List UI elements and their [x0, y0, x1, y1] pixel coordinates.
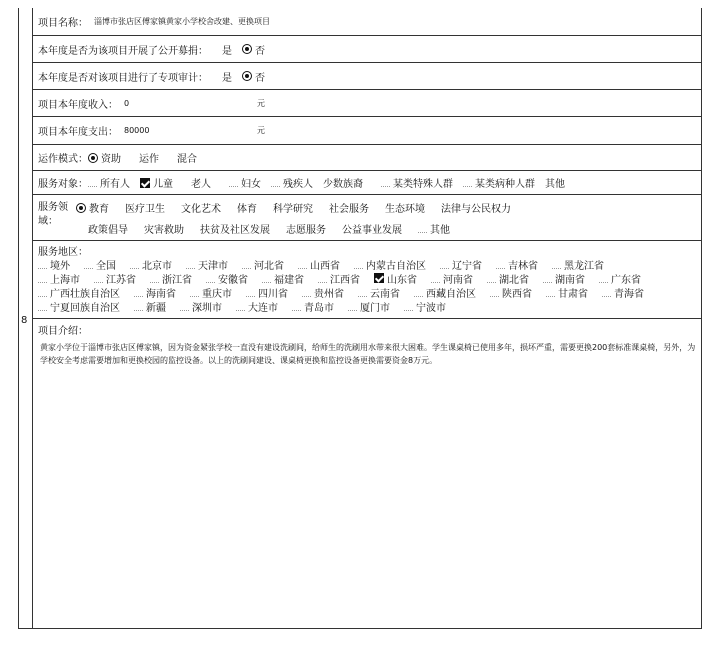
domain-option[interactable] — [88, 221, 128, 236]
domain-option-label: 生态环境 — [385, 204, 425, 215]
area-option-label: 宁波市 — [416, 302, 446, 314]
target-option-label: 儿童 — [153, 179, 173, 190]
target-option[interactable] — [88, 175, 130, 190]
service-domains-row — [33, 195, 701, 241]
unchecked-box-icon — [358, 288, 367, 297]
unchecked-box-icon — [404, 302, 413, 311]
unchecked-box-icon — [440, 260, 449, 269]
unchecked-box-icon — [292, 302, 301, 311]
domain-option-label: 灾害救助 — [144, 225, 184, 236]
area-option[interactable] — [602, 285, 644, 300]
unchecked-box-icon — [190, 288, 199, 297]
area-option[interactable] — [487, 271, 529, 286]
area-option-label: 青岛市 — [304, 302, 334, 314]
area-option[interactable] — [292, 299, 334, 314]
checked-box-icon — [374, 273, 384, 283]
area-option[interactable] — [262, 271, 304, 286]
introduction-section — [33, 319, 701, 370]
checked-box-icon — [140, 178, 150, 188]
target-option-label: 某类病种人群 — [475, 179, 535, 190]
operation-mode-label: 运作模式： — [38, 154, 88, 165]
area-option-label: 吉林省 — [508, 260, 538, 272]
area-option-label: 黑龙江省 — [564, 260, 604, 272]
unchecked-box-icon — [180, 302, 189, 311]
target-option-label: 妇女 — [241, 179, 261, 190]
operation-mode-option-label: 资助 — [101, 154, 121, 165]
domain-option[interactable] — [273, 200, 313, 215]
area-option-label: 山西省 — [310, 260, 340, 272]
operation-mode-option-label: 运作 — [139, 154, 159, 165]
operation-mode-row — [33, 145, 701, 171]
area-option-label: 安徽省 — [218, 274, 248, 286]
unchecked-box-icon — [94, 274, 103, 283]
area-option-label: 深圳市 — [192, 302, 222, 314]
area-option[interactable] — [302, 285, 344, 300]
area-option[interactable] — [84, 257, 116, 272]
income-label: 项目本年度收入： — [38, 99, 118, 111]
unchecked-box-icon — [134, 288, 143, 297]
unchecked-box-icon — [84, 260, 93, 269]
unchecked-box-icon — [271, 178, 280, 187]
unchecked-box-icon — [487, 274, 496, 283]
domain-option[interactable] — [342, 221, 402, 236]
area-option[interactable] — [206, 271, 248, 286]
domain-option[interactable] — [286, 221, 326, 236]
area-option-label: 境外 — [50, 260, 70, 272]
area-option[interactable] — [358, 285, 400, 300]
public-fundraising-row — [33, 36, 701, 63]
area-option-label: 北京市 — [142, 260, 172, 272]
area-option-label: 辽宁省 — [452, 260, 482, 272]
area-option[interactable] — [246, 285, 288, 300]
income-row — [33, 90, 701, 117]
income-value: 0 — [124, 98, 130, 108]
project-name-row — [33, 8, 701, 36]
area-option[interactable] — [404, 299, 446, 314]
domain-option[interactable] — [125, 200, 165, 215]
unchecked-box-icon — [546, 288, 555, 297]
special-audit-yes[interactable] — [222, 69, 232, 84]
area-option-label: 江苏省 — [106, 274, 136, 286]
area-option-label: 甘肃省 — [558, 288, 588, 300]
area-option[interactable] — [348, 299, 390, 314]
area-option-label: 湖南省 — [555, 274, 585, 286]
area-option-label: 重庆市 — [202, 288, 232, 300]
unchecked-box-icon — [543, 274, 552, 283]
unchecked-box-icon — [418, 224, 427, 233]
area-option[interactable] — [374, 271, 417, 286]
introduction-label: 项目介绍： — [38, 326, 88, 337]
domain-option-label: 科学研究 — [273, 204, 313, 215]
unchecked-box-icon — [150, 274, 159, 283]
area-option-label: 西藏自治区 — [426, 288, 476, 300]
service-areas-line-1 — [38, 257, 696, 271]
domain-option-label: 志愿服务 — [286, 225, 326, 236]
area-option[interactable] — [546, 285, 588, 300]
area-option[interactable] — [414, 285, 476, 300]
domain-option-label: 法律与公民权力 — [441, 204, 511, 215]
unchecked-box-icon — [463, 178, 472, 187]
public-fundraising-no[interactable] — [242, 42, 265, 57]
area-option-label: 四川省 — [258, 288, 288, 300]
public-fundraising-yes-label: 是 — [222, 45, 232, 57]
area-option-label: 贵州省 — [314, 288, 344, 300]
income-unit: 元 — [257, 98, 265, 108]
unchecked-box-icon — [414, 288, 423, 297]
service-areas-row — [33, 241, 701, 319]
area-option-label: 山东省 — [387, 274, 417, 286]
form-content — [33, 8, 701, 628]
target-option[interactable] — [271, 175, 313, 190]
unchecked-box-icon — [302, 288, 311, 297]
unchecked-box-icon — [262, 274, 271, 283]
area-option-label: 湖北省 — [499, 274, 529, 286]
domain-option-label: 扶贫及社区发展 — [200, 225, 270, 236]
target-option-label: 某类特殊人群 — [393, 179, 453, 190]
radio-selected-icon — [76, 203, 86, 213]
expense-row — [33, 117, 701, 145]
public-fundraising-yes[interactable] — [222, 42, 232, 57]
unchecked-box-icon — [318, 274, 327, 283]
target-option[interactable] — [191, 175, 211, 190]
unchecked-box-icon — [229, 178, 238, 187]
area-option[interactable] — [180, 299, 222, 314]
unchecked-box-icon — [490, 288, 499, 297]
unchecked-box-icon — [186, 260, 195, 269]
area-option-label: 新疆 — [146, 302, 166, 314]
special-audit-no[interactable] — [242, 69, 265, 84]
area-option[interactable] — [440, 257, 482, 272]
operation-mode-option-operate[interactable] — [139, 150, 159, 165]
domain-option-label: 其他 — [430, 225, 450, 236]
area-option[interactable] — [186, 257, 228, 272]
unchecked-box-icon — [38, 302, 47, 311]
unchecked-box-icon — [602, 288, 611, 297]
area-option-label: 广西壮族自治区 — [50, 288, 120, 300]
area-option[interactable] — [38, 285, 120, 300]
unchecked-box-icon — [130, 260, 139, 269]
service-domains-line-2 — [76, 221, 466, 236]
area-option-label: 江西省 — [330, 274, 360, 286]
unchecked-box-icon — [599, 274, 608, 283]
unchecked-box-icon — [236, 302, 245, 311]
service-domains-label: 服务领域： — [38, 202, 68, 227]
area-option[interactable] — [130, 257, 172, 272]
area-option[interactable] — [298, 257, 340, 272]
area-option-label: 福建省 — [274, 274, 304, 286]
unchecked-box-icon — [552, 260, 561, 269]
operation-mode-option-label: 混合 — [177, 154, 197, 165]
domain-option[interactable] — [237, 200, 257, 215]
area-option-label: 厦门市 — [360, 302, 390, 314]
special-audit-no-label: 否 — [255, 72, 265, 84]
expense-label: 项目本年度支出： — [38, 127, 118, 138]
public-fundraising-label: 本年度是否为该项目开展了公开募捐： — [38, 45, 208, 57]
area-option-label: 浙江省 — [162, 274, 192, 286]
area-option-label: 云南省 — [370, 288, 400, 300]
row-number: 8 — [21, 315, 28, 326]
domain-option[interactable] — [144, 221, 184, 236]
domain-option-label: 教育 — [89, 204, 109, 215]
operation-mode-option-mixed[interactable] — [177, 150, 197, 165]
area-option[interactable] — [496, 257, 538, 272]
domain-option[interactable] — [385, 200, 425, 215]
unchecked-box-icon — [206, 274, 215, 283]
area-option-label: 上海市 — [50, 274, 80, 286]
operation-mode-option-funding[interactable] — [88, 150, 121, 165]
area-option[interactable] — [38, 271, 80, 286]
area-option-label: 海南省 — [146, 288, 176, 300]
area-option[interactable] — [38, 257, 70, 272]
unchecked-box-icon — [88, 178, 97, 187]
project-name-label: 项目名称： — [38, 18, 88, 29]
area-option[interactable] — [236, 299, 278, 314]
unchecked-box-icon — [38, 288, 47, 297]
target-option[interactable] — [545, 175, 565, 190]
domain-option-label: 公益事业发展 — [342, 225, 402, 236]
area-option[interactable] — [242, 257, 284, 272]
unchecked-box-icon — [246, 288, 255, 297]
area-option[interactable] — [134, 285, 176, 300]
unchecked-box-icon — [496, 260, 505, 269]
row-number-column — [19, 8, 33, 628]
area-option[interactable] — [552, 257, 604, 272]
unchecked-box-icon — [298, 260, 307, 269]
area-option[interactable] — [94, 271, 136, 286]
radio-selected-icon — [242, 44, 252, 54]
unchecked-box-icon — [134, 302, 143, 311]
area-option-label: 宁夏回族自治区 — [50, 302, 120, 314]
area-option[interactable] — [190, 285, 232, 300]
project-name-value: 淄博市张店区傅家镇黄家小学校舍改建、更换项目 — [94, 17, 270, 26]
unchecked-box-icon — [242, 260, 251, 269]
unchecked-box-icon — [38, 274, 47, 283]
target-option[interactable] — [463, 175, 535, 190]
area-option-label: 河南省 — [443, 274, 473, 286]
domain-option[interactable] — [76, 200, 109, 215]
domain-option-label: 政策倡导 — [88, 225, 128, 236]
area-option[interactable] — [431, 271, 473, 286]
domain-option[interactable] — [441, 200, 511, 215]
target-option[interactable] — [381, 175, 453, 190]
public-fundraising-no-label: 否 — [255, 45, 265, 57]
area-option-label: 陕西省 — [502, 288, 532, 300]
radio-selected-icon — [242, 71, 252, 81]
area-option[interactable] — [134, 299, 166, 314]
service-areas-label: 服务地区： — [38, 246, 88, 258]
area-option[interactable] — [150, 271, 192, 286]
target-option-label: 所有人 — [100, 179, 130, 190]
domain-option[interactable] — [329, 200, 369, 215]
unchecked-box-icon — [354, 260, 363, 269]
target-option[interactable] — [323, 175, 363, 190]
expense-unit: 元 — [257, 126, 265, 135]
introduction-text: 黄家小学位于淄博市张店区傅家镇，因为资金紧张学校一直没有建设洗刷间，给师生的洗刷用水带来很大困难。学生课桌椅已使用多年，损坏严重，需要更换200套标准课桌椅，另外，为学校安全考虑需要增加和更换校园的监控设备。以上的洗刷间建设、课桌椅更换和监控设备更换需要资金8万元。 — [40, 343, 696, 365]
domain-option-label: 社会服务 — [329, 204, 369, 215]
area-option[interactable] — [318, 271, 360, 286]
area-option[interactable] — [543, 271, 585, 286]
target-option-label: 残疾人 — [283, 179, 313, 190]
special-audit-label: 本年度是否对该项目进行了专项审计： — [38, 72, 208, 84]
unchecked-box-icon — [348, 302, 357, 311]
target-option[interactable] — [229, 175, 261, 190]
target-option-label: 其他 — [545, 179, 565, 190]
project-form — [18, 8, 702, 629]
special-audit-row — [33, 63, 701, 90]
special-audit-yes-label: 是 — [222, 72, 232, 84]
area-option-label: 大连市 — [248, 302, 278, 314]
service-targets-label: 服务对象： — [38, 179, 88, 190]
domain-option-label: 文化艺术 — [181, 204, 221, 215]
unchecked-box-icon — [38, 260, 47, 269]
domain-option-label: 医疗卫生 — [125, 204, 165, 215]
area-option[interactable] — [599, 271, 641, 286]
service-areas-line-2 — [38, 271, 696, 285]
area-option-label: 河北省 — [254, 260, 284, 272]
target-option-label: 少数族裔 — [323, 179, 363, 190]
area-option-label: 天津市 — [198, 260, 228, 272]
target-option-label: 老人 — [191, 179, 211, 190]
area-option-label: 全国 — [96, 260, 116, 272]
domain-option[interactable] — [418, 221, 450, 236]
area-option[interactable] — [490, 285, 532, 300]
radio-selected-icon — [88, 153, 98, 163]
unchecked-box-icon — [381, 178, 390, 187]
service-domains-line-1 — [76, 200, 527, 215]
area-option-label: 青海省 — [614, 288, 644, 300]
domain-option[interactable] — [200, 221, 270, 236]
area-option[interactable] — [38, 299, 120, 314]
target-option[interactable] — [140, 175, 173, 190]
expense-value: 80000 — [124, 126, 150, 135]
service-areas-label-line — [38, 243, 696, 257]
service-targets-row — [33, 171, 701, 195]
area-option-label: 内蒙古自治区 — [366, 260, 426, 272]
service-areas-line-4 — [38, 299, 696, 313]
area-option-label: 广东省 — [611, 274, 641, 286]
area-option[interactable] — [354, 257, 426, 272]
unchecked-box-icon — [431, 274, 440, 283]
service-areas-line-3 — [38, 285, 696, 299]
domain-option[interactable] — [181, 200, 221, 215]
domain-option-label: 体育 — [237, 204, 257, 215]
